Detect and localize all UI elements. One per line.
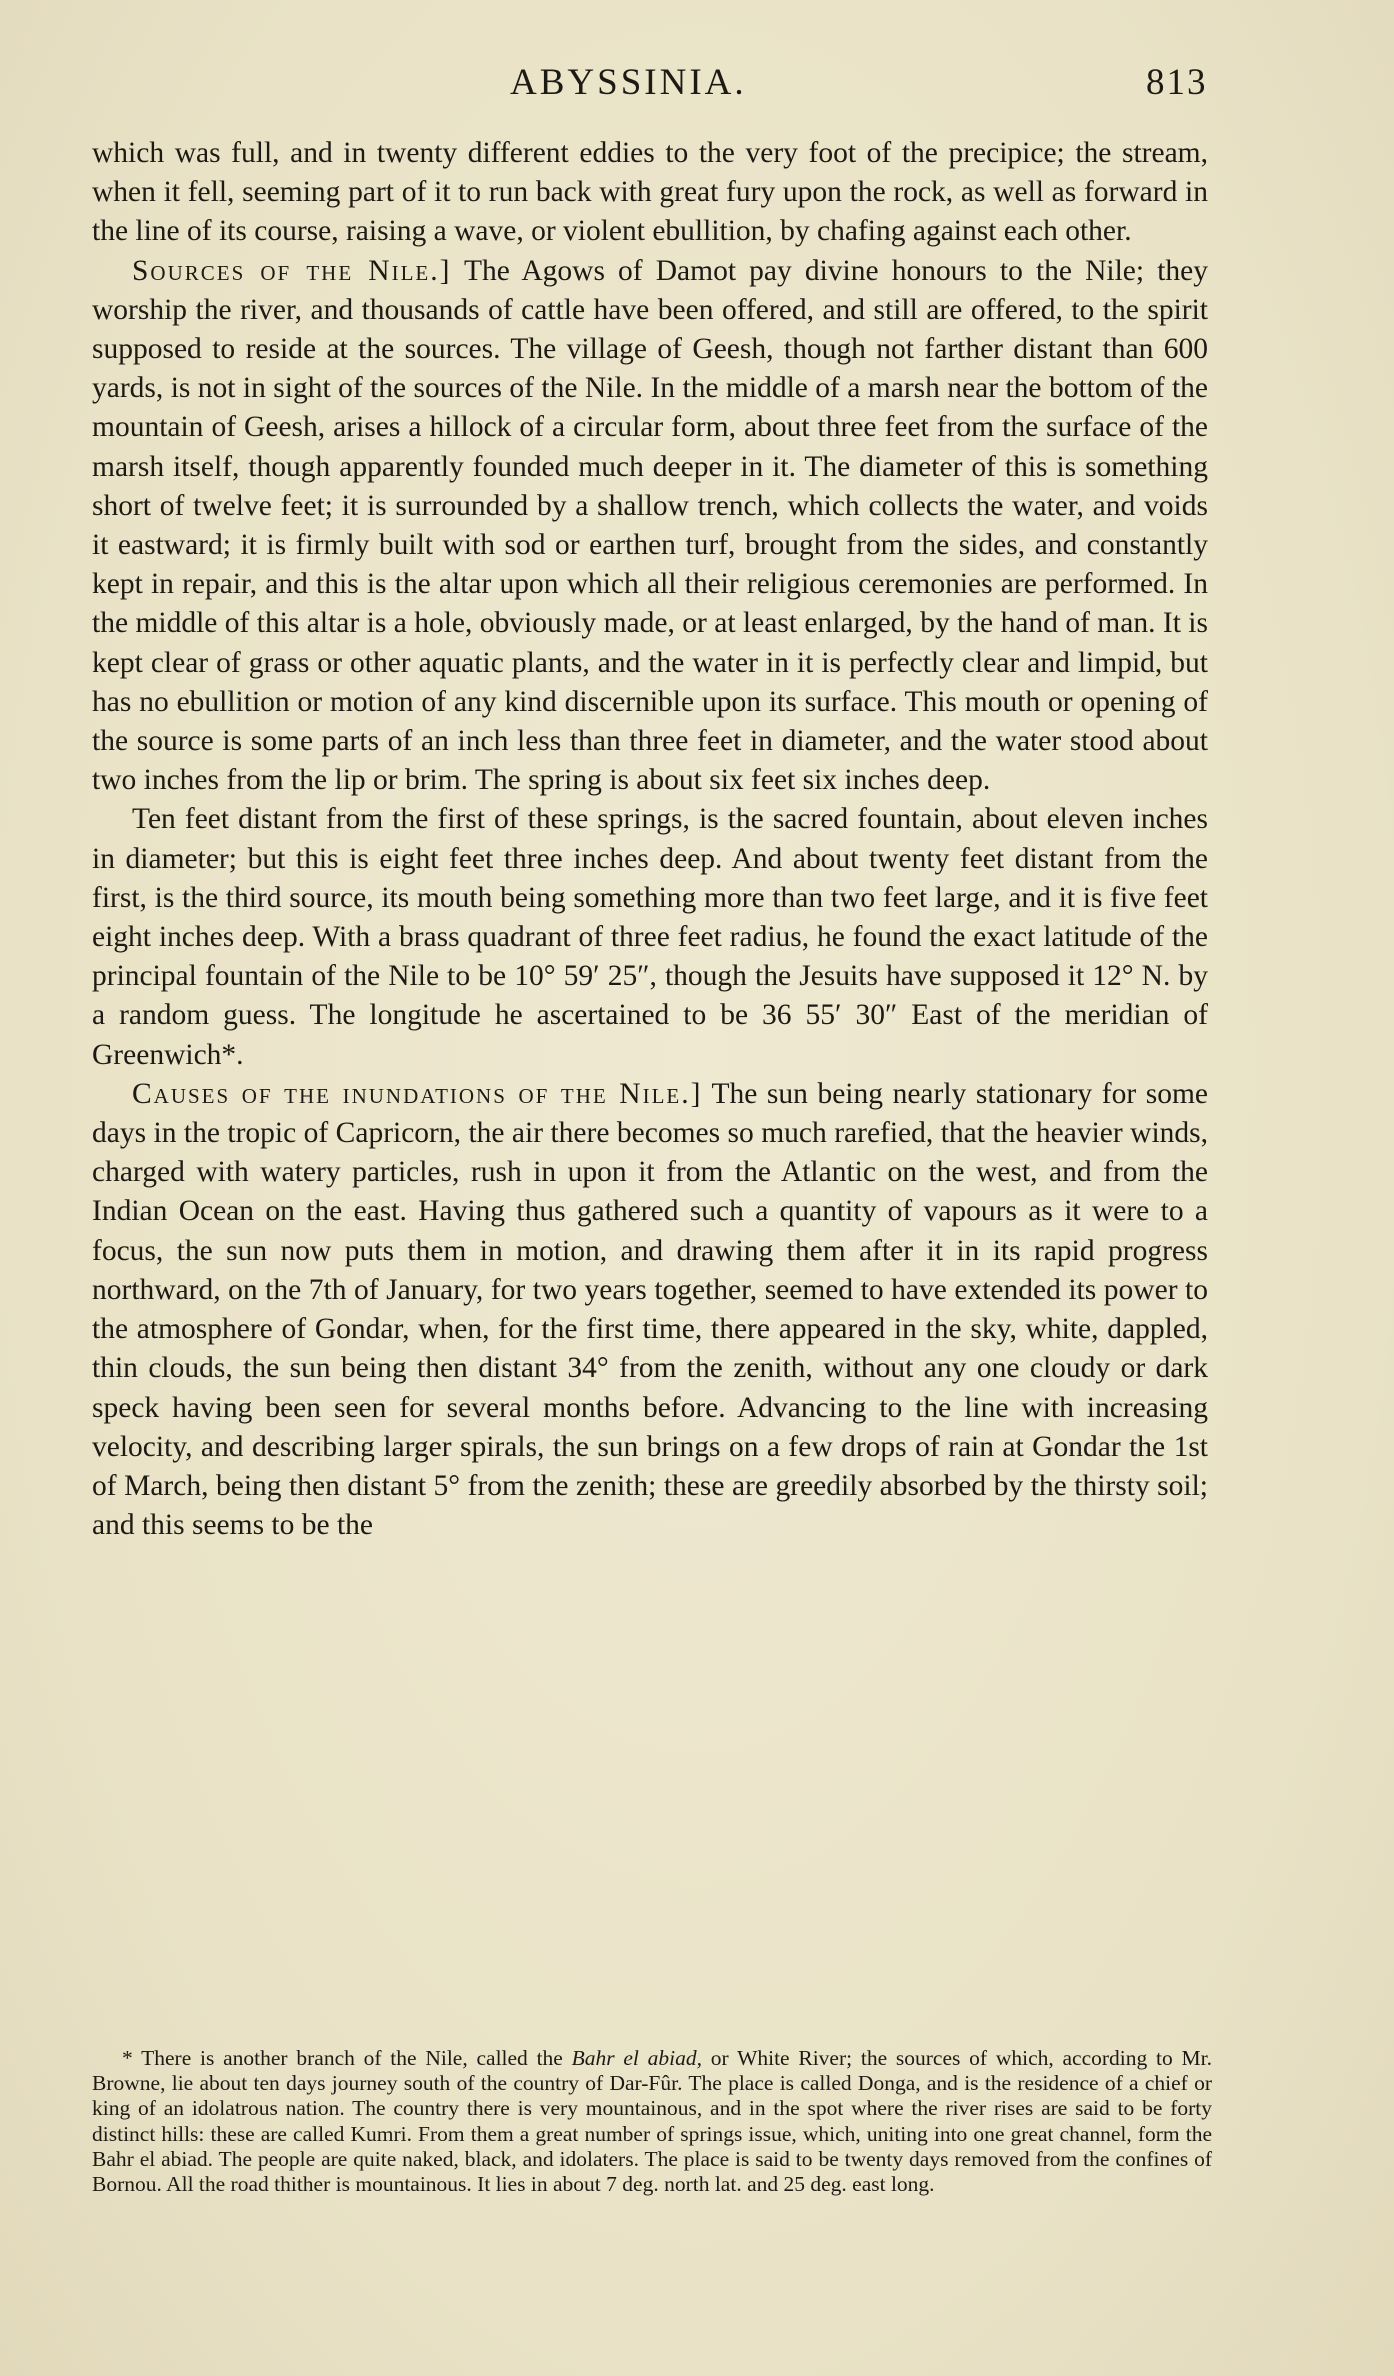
section-heading-sources: Sources of the Nile.] (132, 254, 452, 287)
main-text (92, 134, 1208, 1545)
paragraph-text: which was full, and in twenty different eddies to the very foot of the precipice; the stream, when it fell, seeming part of it to run back with great fury upon the rock, as well as forward in the line of its course, raising a wave, or violent ebullition, by chafing against each other. (92, 137, 1208, 248)
page-number: 813 (1146, 62, 1208, 103)
paragraph-text: The Agows of Damot pay divine honours to the Nile; they worship the river, and thousands of cattle have been offered, and still are offered, to the spirit supposed to reside at the sources. The village of Geesh, though not farther distant than 600 yards, is not in sight of the sources of the Nile. In the middle of a marsh near the bottom of the mountain of Geesh, arises a hillock of a circular form, about three feet from the surface of the marsh itself, though apparently founded much deeper in it. The diameter of this is something short of twelve feet; it is surrounded by a shallow trench, which collects the water, and voids it eastward; it is firmly built with sod or earthen turf, brought from the sides, and constantly kept in repair, and this is the altar upon which all their religious ceremonies are performed. In the middle of this altar is a hole, obviously made, or at least enlarged, by the hand of man. It is kept clear of grass or other aquatic plants, and the water in it is perfectly clear and limpid, but has no ebullition or motion of any kind discernible upon its surface. This mouth or opening of the source is some parts of an inch less than three feet in diameter, and the water stood about two inches from the lip or brim. The spring is about six feet six inches deep. (92, 254, 1208, 797)
section-heading-causes: Causes of the inundations of the Nile.] (132, 1077, 703, 1110)
footnote-text (92, 2046, 1212, 2197)
footnote-text-rest: or White River; the sources of which, according to Mr. Browne, lie about ten days journey south of the country of Dar-Fûr. The place is called Donga, and is the residence of a chief or king of an idolatrous nation. The country there is very mountainous, and in the spot where the river rises are said to be forty distinct hills: these are called Kumri. From them a great number of springs issue, which, uniting into one great channel, form the Bahr el abiad. The people are quite naked, black, and idolaters. The place is said to be twenty days removed from the confines of Bornou. All the road thither is mountainous. It lies in about 7 deg. north lat. and 25 deg. east long. (92, 2046, 1212, 2197)
running-head (0, 58, 1394, 108)
footnote-italic-term: Bahr el abiad, (571, 2046, 703, 2070)
footnote-text-start: * There is another branch of the Nile, called the (122, 2046, 572, 2070)
running-title: ABYSSINIA. (510, 62, 747, 103)
paragraph-causes-of-inundations (92, 1075, 1208, 1545)
paragraph-continuation (92, 134, 1208, 252)
paragraph-springs (92, 800, 1208, 1074)
paragraph-text: Ten feet distant from the first of these springs, is the sacred fountain, about eleven inches in diameter; but this is eight feet three inches deep. And about twenty feet distant from the first, is the third source, its mouth being something more than two feet large, and it is five feet eight inches deep. With a brass quadrant of three feet radius, he found the exact latitude of the principal fountain of the Nile to be 10° 59′ 25″, though the Jesuits have supposed it 12° N. by a random guess. The longitude he ascertained to be 36 55′ 30″ East of the meridian of Greenwich*. (92, 803, 1208, 1071)
paragraph-text: The sun being nearly stationary for some days in the tropic of Capricorn, the air there becomes so much rarefied, that the heavier winds, charged with watery particles, rush in upon it from the Atlantic on the west, and from the Indian Ocean on the east. Having thus gathered such a quantity of vapours as it were to a focus, the sun now puts them in motion, and drawing them after it in its rapid progress northward, on the 7th of January, for two years together, seemed to have extended its power to the atmosphere of Gondar, when, for the first time, there appeared in the sky, white, dappled, thin clouds, the sun being then distant 34° from the zenith, without any one cloudy or dark speck having been seen for several months before. Advancing to the line with increasing velocity, and describing larger spirals, the sun brings on a few drops of rain at Gondar the 1st of March, being then distant 5° from the zenith; these are greedily absorbed by the thirsty soil; and this seems to be the (92, 1077, 1208, 1542)
footnote (92, 2046, 1212, 2197)
paragraph-sources-of-nile (92, 252, 1208, 801)
